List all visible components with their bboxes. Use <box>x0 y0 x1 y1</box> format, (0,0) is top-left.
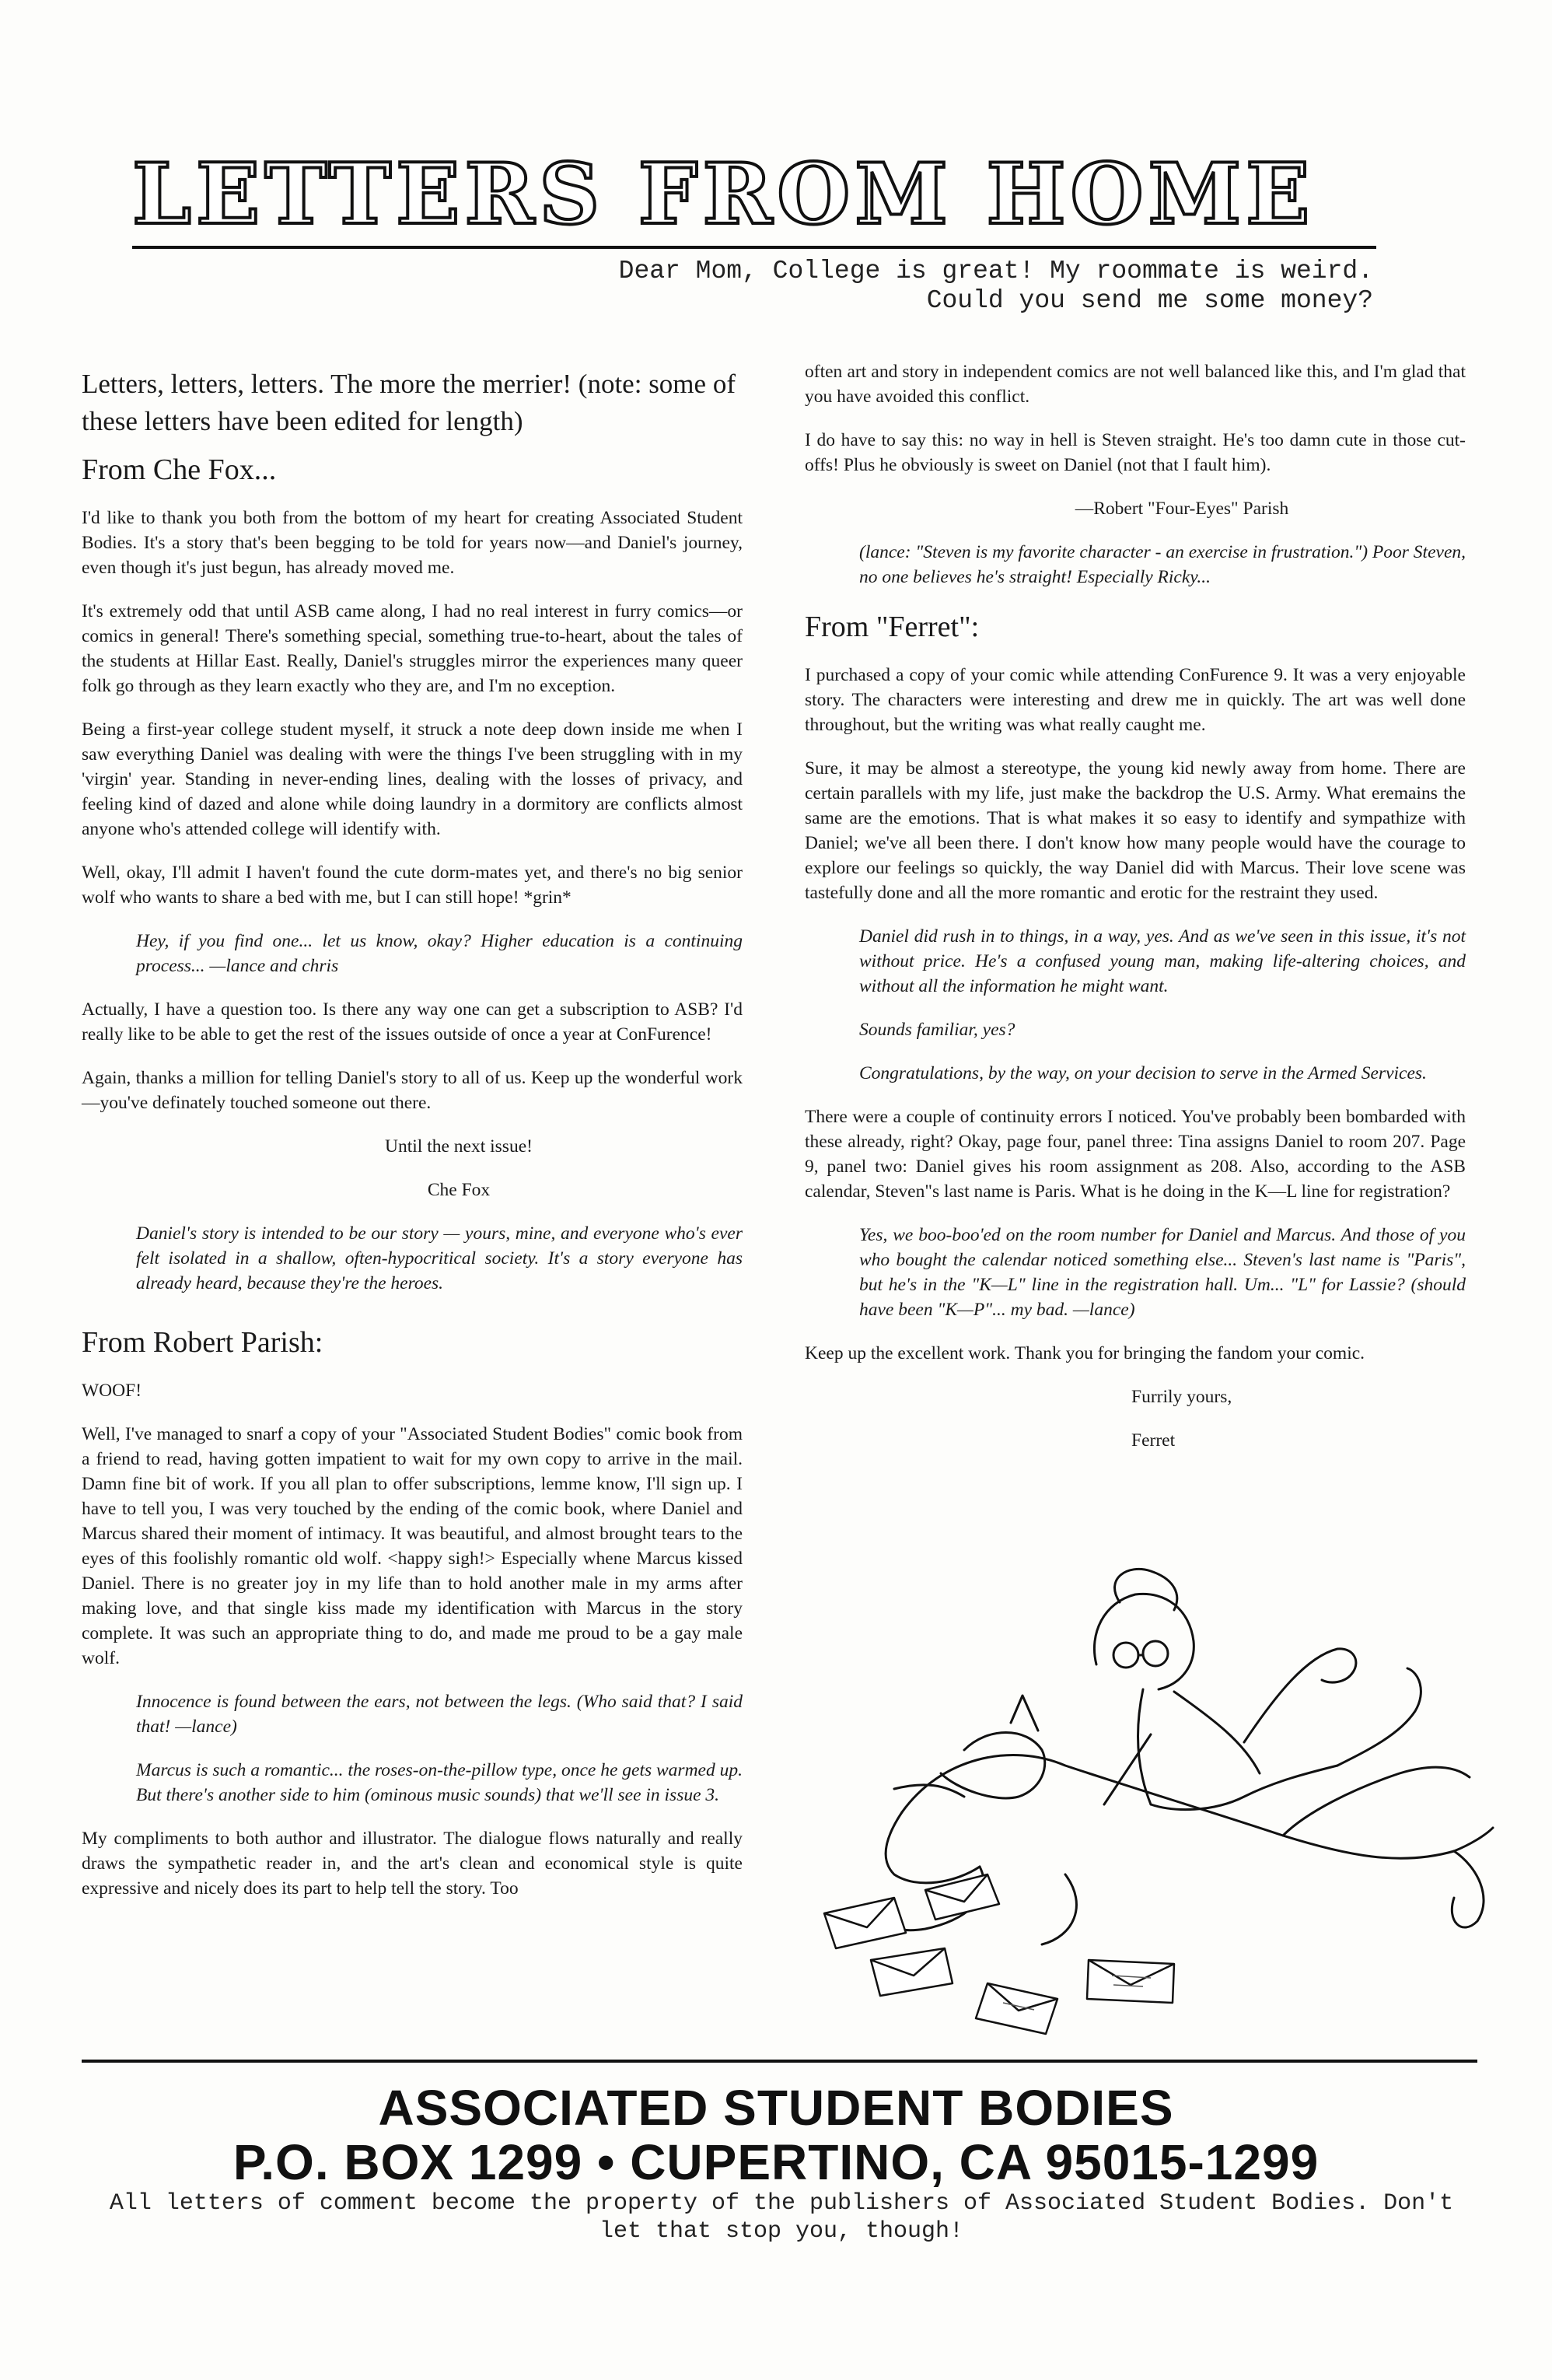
editor-reply: (lance: "Steven is my favorite character - an exercise in frustration.") Poor Steven, no one believes he's straight! Especially Ricky... <box>859 542 1466 587</box>
ferret-paragraph: I purchased a copy of your comic while attending ConFurence 9. It was a very enjoyable story. The characters were interesting and drew me in quickly. The art was well done throughout, but the writing was what really caught me. <box>805 665 1466 735</box>
che-signature: Che Fox <box>427 1180 491 1200</box>
robert-signature: —Robert "Four-Eyes" Parish <box>1075 499 1289 519</box>
ferret-paragraph: There were a couple of continuity errors I noticed. You've probably been bombarded with these already, right? Okay, page four, panel three: Tina assigns Daniel to room 207. Page 9, panel two: Daniel gives his room assignment as 208. Also, according to the ASB calendar, Steven"s last name is Paris. What is he doing in the K—L line for registration? <box>805 1107 1466 1202</box>
che-paragraph: Well, okay, I'll admit I haven't found the cute dorm-mates yet, and there's no big senior wolf who wants to share a bed with me, but I can still hope! *grin* <box>82 863 743 908</box>
che-paragraph: Being a first-year college student myself, it struck a note deep down inside me when I saw everything Daniel was dealing with were the things I've been struggling with in my 'virgin' year. Standing in never-ending lines, dealing with the losses of privacy, and feeling kind of dazed and alone while doing laundry in a dormitory are conflicts almost anyone who's attended college will identify with. <box>82 719 743 839</box>
envelope <box>871 1948 953 1996</box>
ferret-signature: Ferret <box>1131 1430 1176 1451</box>
ferret-paragraph: Keep up the excellent work. Thank you for bringing the fandom your comic. <box>805 1343 1365 1363</box>
letter-heading-ferret: From "Ferret": <box>805 611 980 643</box>
che-paragraph: Again, thanks a million for telling Daniel's story to all of us. Keep up the wonderful work—you've definately touched someone out there. <box>82 1068 743 1113</box>
footer-publisher: ASSOCIATED STUDENT BODIES <box>378 2080 1174 2136</box>
editor-reply: Yes, we boo-boo'ed on the room number for Daniel and Marcus. And those of you who bought the calendar noticed something else... Steven's last name is "Paris", but he's in the "K—L" line in the registration hall. Um... "L" for Lassie? (should have been "K—P"... my bad. —lance) <box>859 1225 1466 1320</box>
masthead <box>132 145 1376 243</box>
editor-reply: Marcus is such a romantic... the roses-on-the-pillow type, once he gets warmed up. But there's another side to him (ominous music sounds) that we'll see in issue 3. <box>136 1760 743 1805</box>
fox-figure <box>1094 1594 1194 1689</box>
subtitle-line-2: Could you send me some money? <box>926 286 1373 315</box>
editor-reply: Innocence is found between the ears, not between the legs. (Who said that? I said that! —lance) <box>136 1692 743 1737</box>
letter-heading-che: From Che Fox... <box>82 453 277 486</box>
letters-illustration <box>809 1556 1508 2053</box>
intro-text: Letters, letters, letters. The more the merrier! (note: some of these letters have been edited for length) <box>82 369 736 436</box>
robert-paragraph: My compliments to both author and illustrator. The dialogue flows naturally and really draws the sympathetic reader in, and the art's clean and economical style is quite expressive and nicely does its part to help tell the story. Too <box>82 1829 743 1899</box>
editor-reply: Sounds familiar, yes? <box>859 1020 1015 1040</box>
masthead-subtitle <box>285 257 1373 316</box>
editor-reply: Congratulations, by the way, on your decision to serve in the Armed Services. <box>859 1063 1427 1083</box>
letter-heading-robert: From Robert Parish: <box>82 1326 323 1359</box>
masthead-rule <box>132 246 1376 249</box>
ferret-paragraph: Sure, it may be almost a stereotype, the young kid newly away from home. There are certain parallels with my life, just make the backdrop the U.S. Army. What eremains the same are the emotions. That is what makes it so easy to identify and sympathize with Daniel; we've all been there. I don't know how many people would have the courage to explore our feelings so quickly, the way Daniel did with Marcus. Their love scene was tastefully done and all the more romantic and erotic for the restraint they used. <box>805 758 1466 903</box>
footer-rule <box>82 2060 1477 2063</box>
ferret-closing: Furrily yours, <box>1131 1387 1232 1407</box>
footer-disclaimer: All letters of comment become the property of the publishers of Associated Student Bodies. Don't let that stop you, though! <box>109 2190 1454 2245</box>
robert-paragraph: WOOF! <box>82 1381 142 1401</box>
robert-paragraph: I do have to say this: no way in hell is Steven straight. He's too damn cute in those cut-offs! Plus he obviously is sweet on Daniel (not that I fault him). <box>805 430 1466 475</box>
robert-paragraph: often art and story in independent comics are not well balanced like this, and I'm glad that you have avoided this conflict. <box>805 362 1466 407</box>
che-closing: Until the next issue! <box>385 1136 533 1157</box>
left-column <box>82 366 743 1920</box>
che-paragraph: It's extremely odd that until ASB came along, I had no real interest in furry comics—or comics in general! There's something special, something true-to-heart, about the tales of the students at Hillar East. Really, Daniel's struggles mirror the experiences many queer folk go through as they learn exactly who they are, and I'm no exception. <box>82 601 743 696</box>
footer-address: P.O. BOX 1299 • CUPERTINO, CA 95015-1299 <box>232 2134 1320 2190</box>
editor-reply: Daniel's story is intended to be our story — yours, mine, and everyone who's ever felt isolated in a shallow, often-hypocritical society. It's a story everyone has already heard, because they're the heroes. <box>136 1223 743 1293</box>
che-paragraph: Actually, I have a question too. Is there any way one can get a subscription to ASB? I'd really like to be able to get the rest of the issues outside of once a year at ConFurence! <box>82 999 743 1045</box>
editor-reply: Daniel did rush in to things, in a way, yes. And as we've seen in this issue, it's not without price. He's a confused young man, making life-altering choices, and without all the information he might want. <box>859 926 1466 996</box>
subtitle-line-1: Dear Mom, College is great! My roommate is weird. <box>618 257 1373 285</box>
envelope <box>824 1898 906 1948</box>
che-paragraph: I'd like to thank you both from the bottom of my heart for creating Associated Student Bodies. It's a story that's been begging to be told for years now—and Daniel's journey, even though it's just begun, has already moved me. <box>82 508 743 578</box>
wolf-figure <box>902 1755 1493 1859</box>
robert-paragraph: Well, I've managed to snarf a copy of your "Associated Student Bodies" comic book from a friend to read, having gotten impatient to wait for my own copy to arrive in the mail. Damn fine bit of work. If you all plan to offer subscriptions, lemme know, I'll sign up. I have to tell you, I was very touched by the ending of the comic book, where Daniel and Marcus shared their moment of intimacy. It was beautiful, and almost brought tears to the eyes of this foolishly romantic old wolf. <happy sigh!> Especially whene Marcus kissed Daniel. There is no greater joy in my life than to hold another male in my arms after making love, and that single kiss made my identification with Marcus in the story complete. It was such an appropriate thing to do, and made me proud to be a gay male wolf. <box>82 1424 743 1668</box>
right-column <box>805 359 1466 1472</box>
editor-reply: Hey, if you find one... let us know, okay? Higher education is a continuing process... —lance and chris <box>136 931 743 976</box>
masthead-title: LETTERS FROM HOME <box>132 145 1315 243</box>
